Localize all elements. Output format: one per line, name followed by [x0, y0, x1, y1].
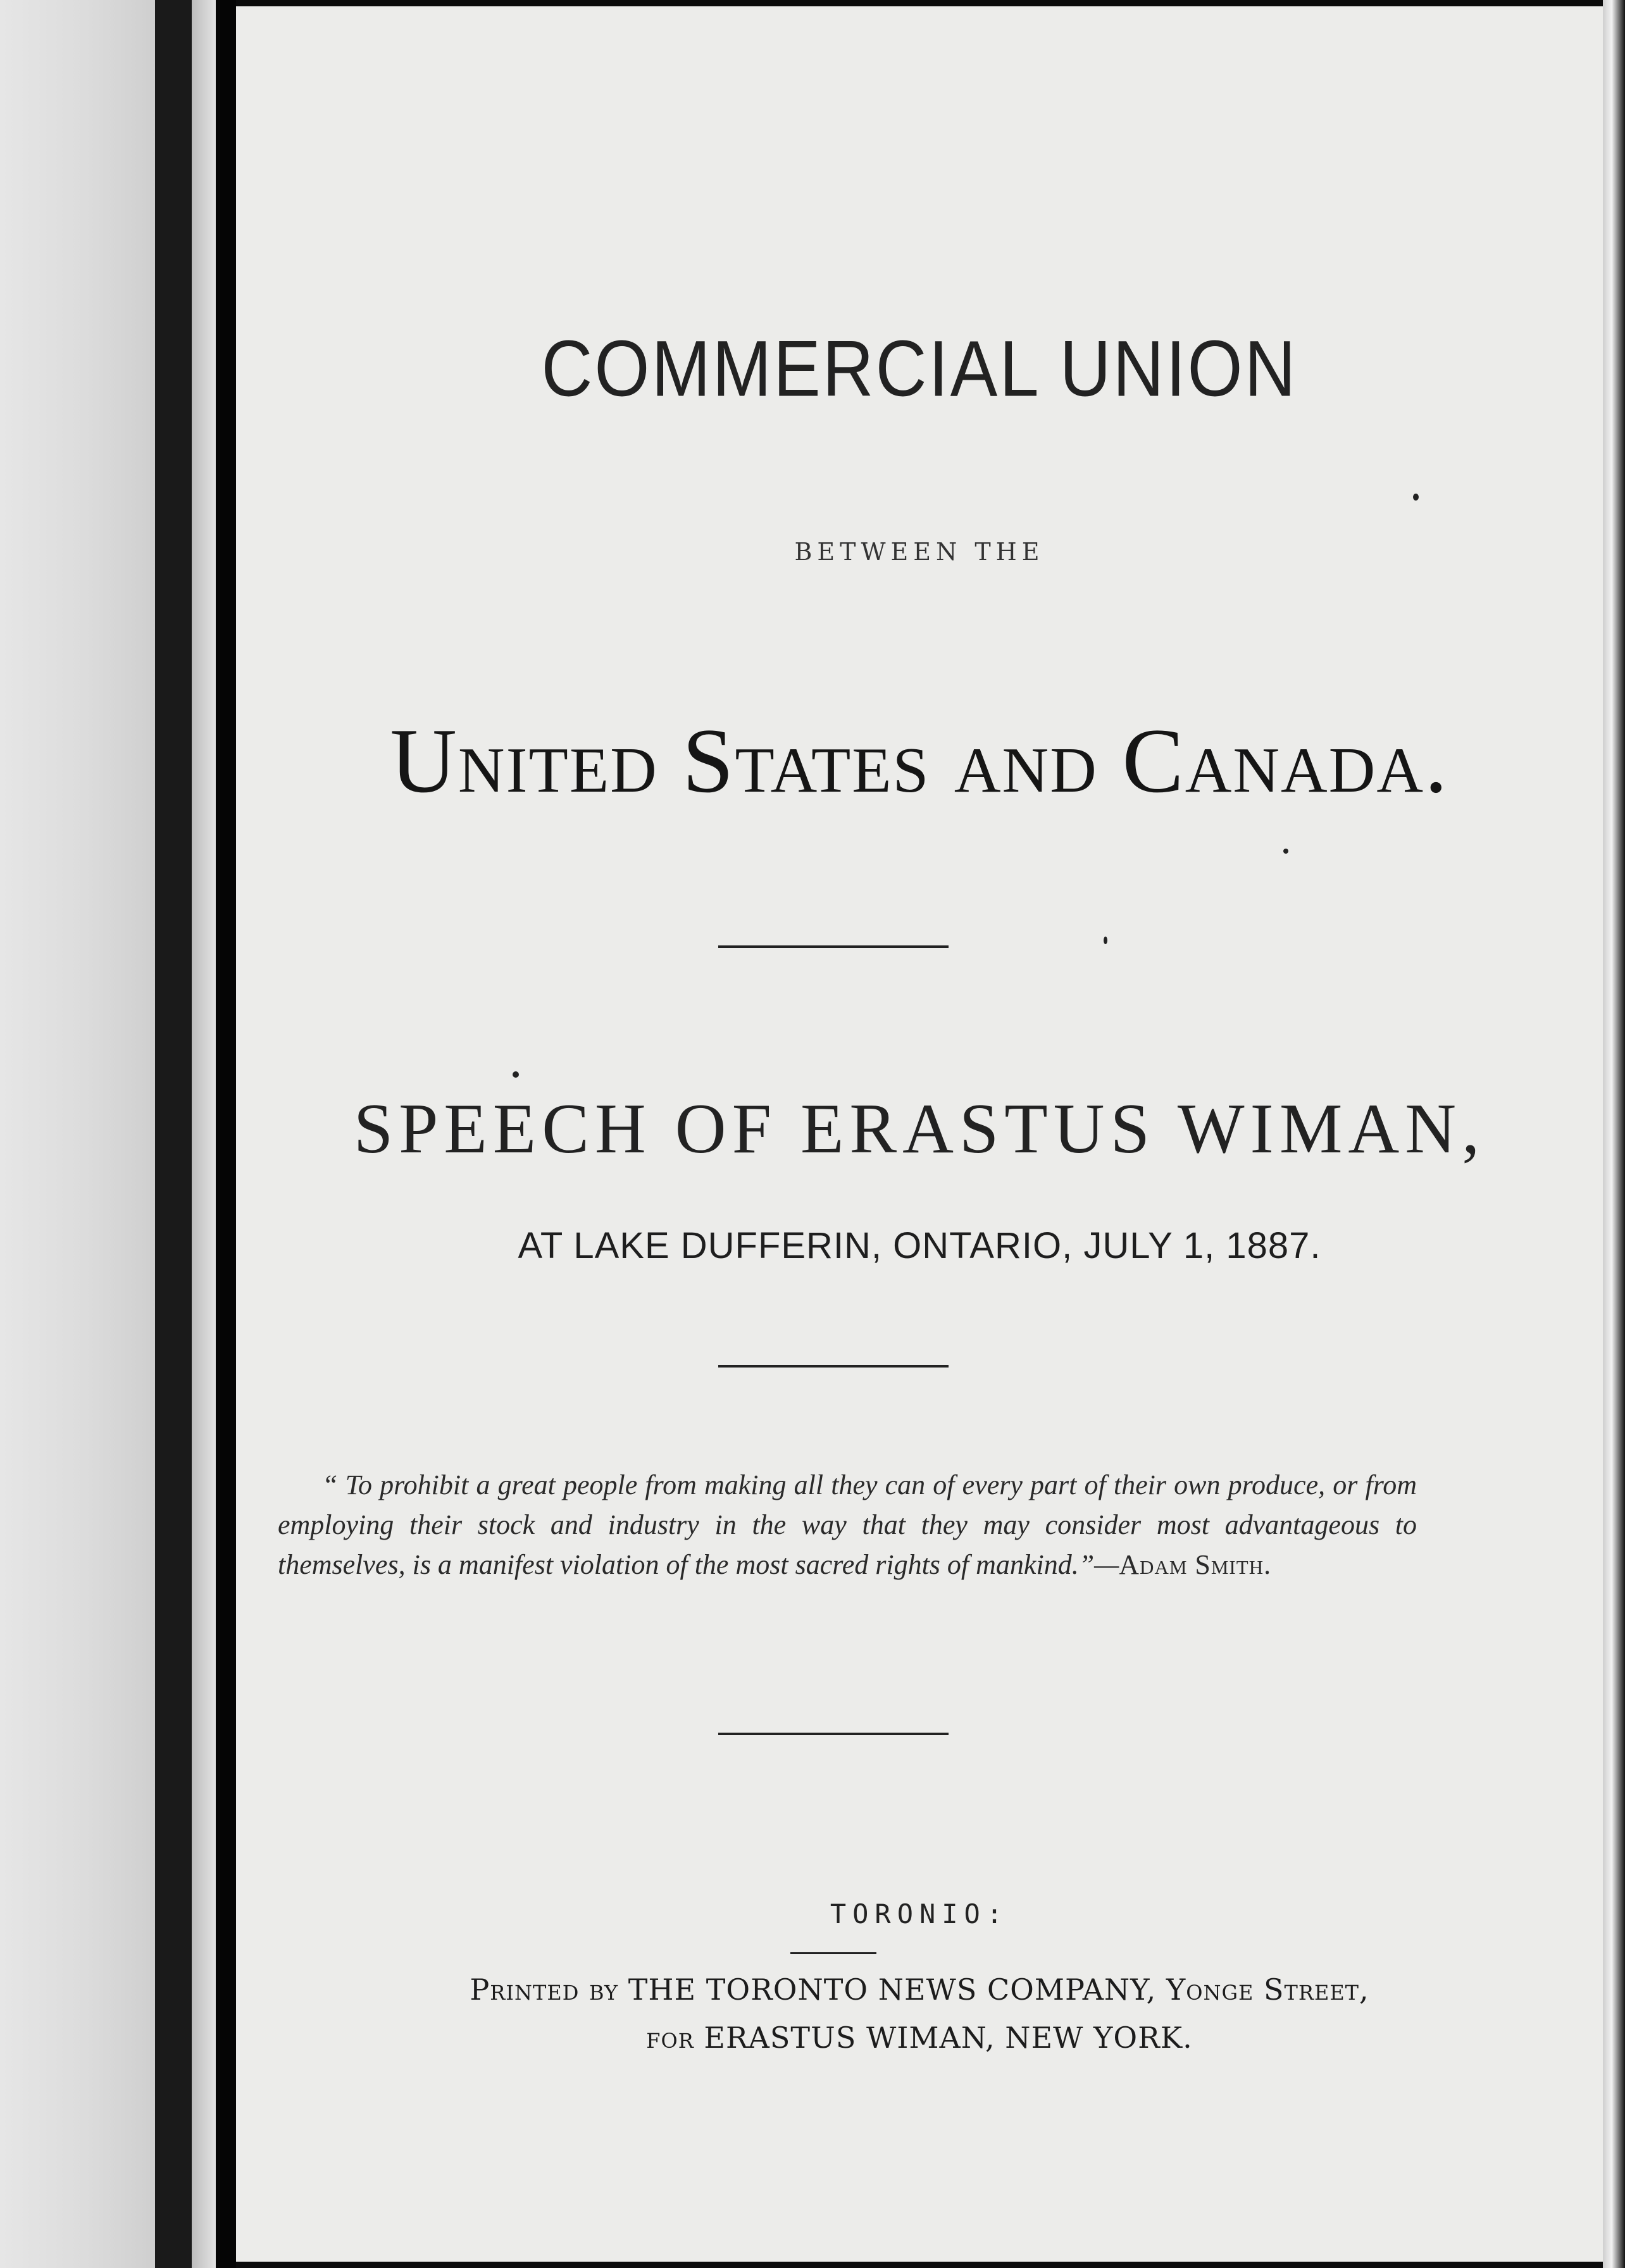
spine — [216, 0, 236, 2268]
imprint-printer — [236, 1972, 1603, 2007]
title-page — [236, 6, 1603, 2262]
title-countries: United States and Canada. — [390, 709, 1449, 812]
speech-heading: SPEECH OF ERASTUS WIMAN, — [353, 1090, 1486, 1168]
imprint-for — [236, 2021, 1603, 2055]
binding-strip — [192, 0, 216, 2268]
ink-speck — [1283, 849, 1288, 854]
divider-rule — [718, 1733, 949, 1735]
quote-text: “ To prohibit a great people from making all they can of every part of their own produce, or from employing their stock and industry in the way that they may consider most advantageous to themselves, is a manifest violation of the most sacred rights of mankind.”— — [278, 1469, 1417, 1580]
for-name: ERASTUS WIMAN, NEW YORK. — [704, 2021, 1193, 2055]
quote-author: Adam Smith. — [1119, 1549, 1272, 1580]
epigraph-quote — [278, 1465, 1417, 1585]
subtitle-between: BETWEEN THE — [794, 538, 1045, 566]
ink-speck — [1413, 494, 1419, 501]
printer-address: Yonge Street, — [1166, 1972, 1369, 2007]
page-edge — [1603, 0, 1625, 2268]
divider-rule — [718, 945, 949, 948]
printed-by-label: Printed by — [470, 1972, 619, 2007]
binding-shadow — [155, 0, 192, 2268]
facing-page — [0, 0, 155, 2268]
divider-rule — [718, 1365, 949, 1368]
for-label: for — [646, 2021, 694, 2055]
place-date: AT LAKE DUFFERIN, ONTARIO, JULY 1, 1887. — [518, 1225, 1321, 1266]
imprint-rule — [790, 1952, 876, 1954]
page-title: COMMERCIAL UNION — [541, 324, 1298, 413]
ink-speck — [513, 1071, 519, 1078]
printer-name: THE TORONTO NEWS COMPANY, — [628, 1972, 1157, 2007]
ink-speck — [1104, 937, 1107, 944]
imprint-city: TORONIO: — [830, 1898, 1009, 1929]
